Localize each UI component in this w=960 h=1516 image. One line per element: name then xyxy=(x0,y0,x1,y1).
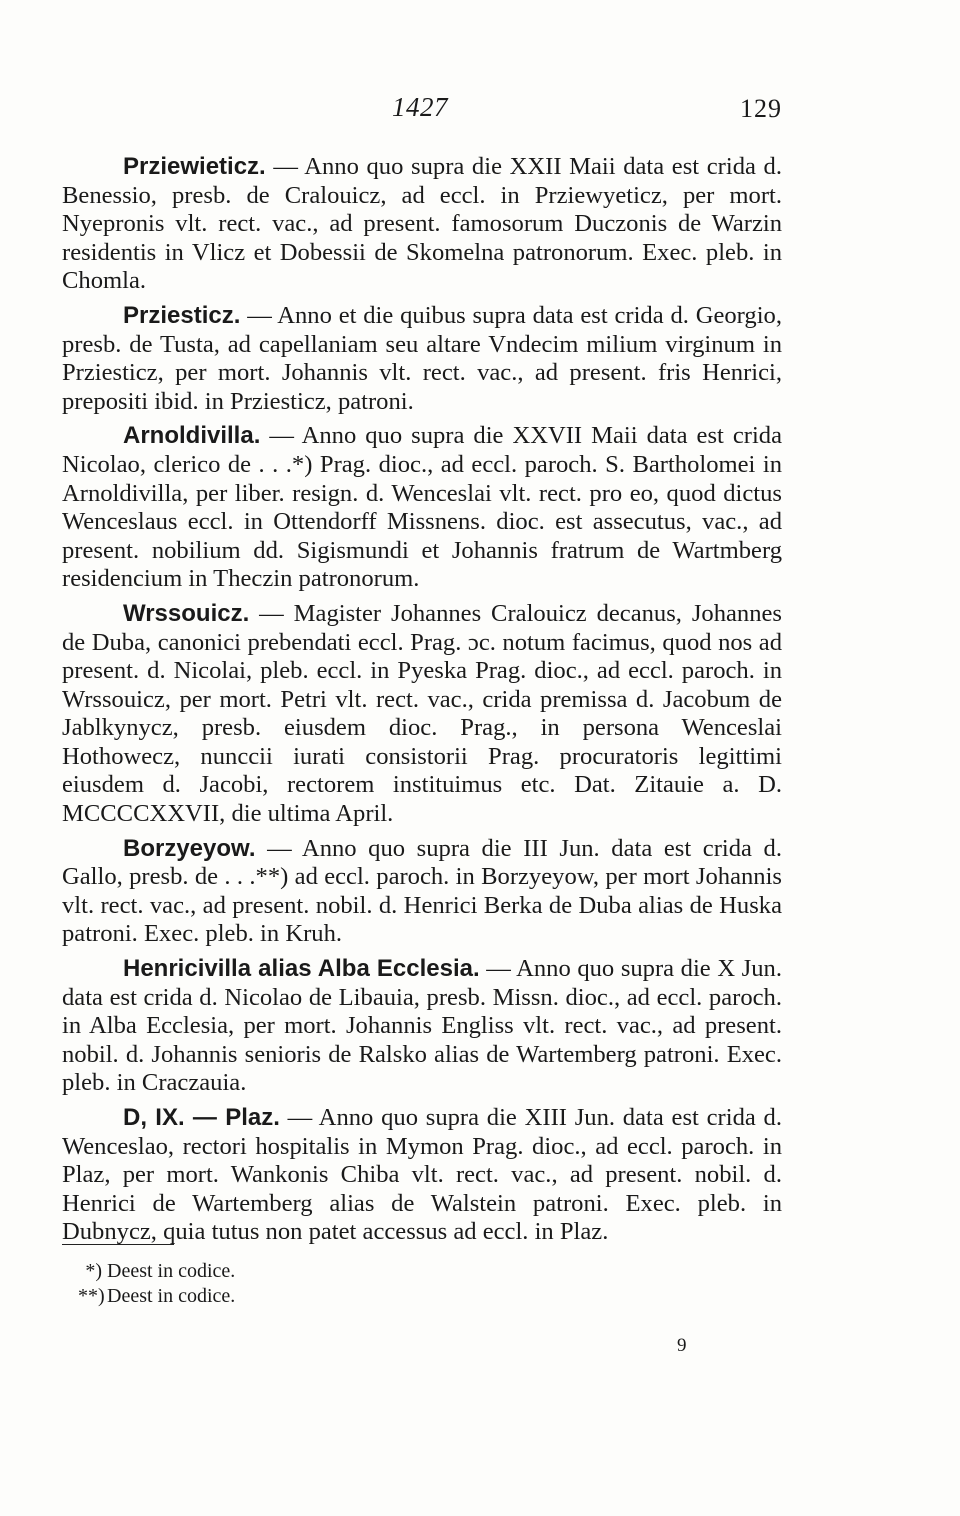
footnotes xyxy=(78,1259,478,1309)
entry-text: — Anno quo supra die III Jun. data est crida d. Gallo, presb. de . . .**) ad eccl. paroch. in Borzyeyow, per mort Johannis vlt. rect. vac., ad present. nobil. d. Henrici Berka de Duba alias de Huska patroni. Exec. pleb. in Kruh. xyxy=(62,834,782,948)
footnote-text: Deest in codice. xyxy=(107,1260,236,1282)
entry-text: — Anno et die quibus supra data est crida d. Georgio, presb. de Tusta, ad capellaniam seu altare Vndecim milium virginum in Prziesticz, per mort. Johannis vlt. rect. vac., ad present. fris Henrici, prepositi ibid. in Prziesticz, patroni. xyxy=(62,301,782,415)
place-heading: Arnoldivilla. xyxy=(123,422,261,450)
entry-text: — Anno quo supra die XXII Maii data est crida d. Benessio, presb. de Cralouicz, ad eccl. in Prziewyeticz, per mort. Nyepronis vlt. rect. vac., ad present. famosorum Duczonis de Warzin residentis in Vlicz et Dobessii de Skomelna patronorum. Exec. pleb. in Chomla. xyxy=(62,153,782,295)
running-header-year: 1427 xyxy=(392,92,448,122)
footnote-mark: *) xyxy=(85,1260,102,1282)
place-heading: Prziewieticz. xyxy=(123,153,266,180)
place-heading: Wrssouicz. xyxy=(123,599,250,627)
entry-text: — Anno quo supra die XIII Jun. data est crida d. Wenceslao, rectori hospitalis in Mymon Prag. dioc., ad eccl. paroch. in Plaz, per mort. Wankonis Chiba vlt. rect. vac., ad present. nobil. d. Henrici de Wartemberg alias de Walstein patroni. Exec. pleb. in Dubnycz, quia tutus non patet accessus ad eccl. in Plaz. xyxy=(62,1104,782,1246)
entry-text: — Magister Johannes Cralouicz decanus, Johannes de Duba, canonici prebendati eccl. Prag. ɔc. notum facimus, quod nos ad present. d. Nicolai, pleb. eccl. in Pyeska Prag. dioc., ad eccl. paroch. in Wrssouicz, per mort. Petri vlt. rect. vac., crida premissa d. Jacobum de Jablkynycz, presb. eiusdem dioc. Prag., in persona Wenceslai Hothowecz, nunccii iurati consistorii Prag. procuratoris legittimi eiusdem d. Jacobi, rectorem instituimus etc. Dat. Zitauie a. D. MCCCCXXVII, die ultima April. xyxy=(62,599,782,828)
place-heading: Borzyeyow. xyxy=(123,834,256,862)
footnote-mark: **) xyxy=(78,1285,105,1307)
footnote-text: Deest in codice. xyxy=(107,1285,236,1307)
footnote-item xyxy=(78,1259,478,1284)
place-heading: D, IX. — Plaz. xyxy=(123,1104,280,1131)
entry-text: — Anno quo supra die XXVII Maii data est crida Nicolao, clerico de . . .*) Prag. dioc., ad eccl. paroch. S. Bartholomei in Arnoldivilla, per liber. resign. d. Wenceslai vlt. rect. pro eo, quod dictus Wenceslaus eccl. in Ottendorff Missnens. dioc. est assecutus, vac., ad present. nobilium dd. Sigismundi et Johannis fratrum de Wartmberg residencium in Theczin patronorum. xyxy=(62,422,782,593)
footnote-divider xyxy=(62,1244,174,1245)
footnote-item xyxy=(78,1284,478,1309)
signature-mark: 9 xyxy=(677,1335,687,1356)
page-number: 129 xyxy=(740,94,782,123)
entry-plaz xyxy=(62,1104,782,1247)
place-heading: Prziesticz. xyxy=(123,301,241,329)
entry-henricivilla xyxy=(62,955,782,1098)
entry-arnoldivilla xyxy=(62,422,782,594)
body-text xyxy=(62,153,782,1247)
place-heading: Henricivilla alias Alba Ecclesia. xyxy=(123,955,480,983)
entry-przieweticz xyxy=(62,153,782,296)
entry-text: — Anno quo supra die X Jun. data est crida d. Nicolao de Libauia, presb. Missn. dioc., ad eccl. paroch. in Alba Ecclesia, per mort. Johannis Engliss vlt. rect. vac., ad present. nobil. d. Johannis senioris de Ralsko alias de Wartemberg patroni. Exec. pleb. in Craczauia. xyxy=(62,955,782,1097)
entry-prziesticz xyxy=(62,302,782,416)
entry-wrssouicz xyxy=(62,600,782,829)
entry-borzyeyow xyxy=(62,835,782,949)
